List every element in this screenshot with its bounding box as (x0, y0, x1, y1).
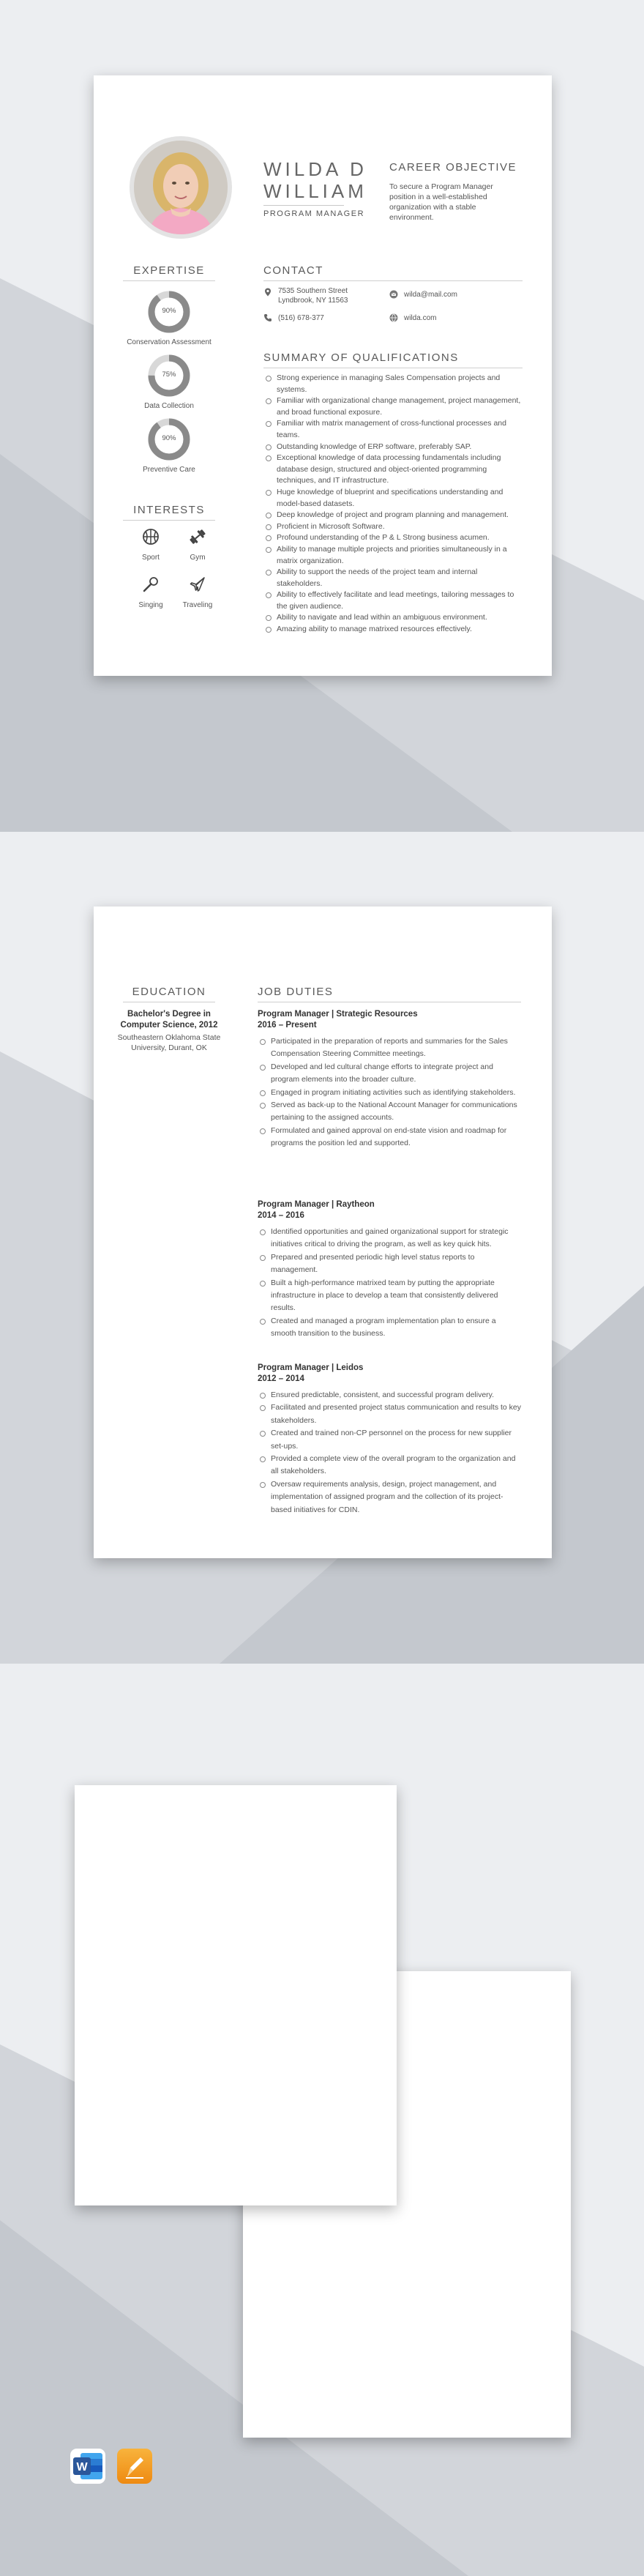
email-icon (389, 290, 398, 299)
microphone-icon (142, 576, 160, 593)
list-item: Engaged in program initiating activities such as identifying stakeholders. (258, 1087, 521, 1099)
education-degree: Bachelor's Degree in Computer Science, 2012 (120, 1010, 218, 1030)
interest-item (176, 528, 220, 562)
skill-percent: 75% (162, 371, 176, 379)
interest-item (129, 576, 173, 609)
phone-icon (263, 313, 272, 322)
skill-ring (147, 417, 191, 461)
interests-heading: INTERESTS (133, 504, 205, 516)
list-item: Provided a complete view of the overall program to the organization and all stakeholders. (258, 1453, 521, 1478)
skill-item (114, 354, 224, 410)
interest-label: Traveling (182, 601, 213, 609)
profile-photo (130, 136, 232, 239)
skill-item (114, 290, 224, 346)
list-item: Facilitated and presented project status communication and results to key stakeholders. (258, 1401, 521, 1427)
list-item: Participated in the preparation of reports and summaries for the Sales Compensation Steering Committee meetings. (258, 1035, 521, 1061)
job-entry (258, 1363, 521, 1516)
list-item: Huge knowledge of blueprint and specifications understanding and model-based datasets. (263, 487, 523, 510)
expertise-heading: EXPERTISE (133, 264, 205, 277)
duty-list (258, 1226, 521, 1341)
preview-panel-both-pages (0, 1664, 644, 2576)
job-entry (258, 1199, 521, 1341)
education-heading: EDUCATION (132, 986, 206, 998)
list-item: Created and trained non-CP personnel on the process for new supplier set-ups. (258, 1427, 521, 1453)
resume-page-two (94, 907, 552, 1558)
interest-label: Singing (138, 601, 163, 609)
skill-ring (147, 354, 191, 398)
education-school: Southeastern Oklahoma State University, Durant, OK (117, 1033, 221, 1052)
airplane-icon (189, 576, 206, 593)
contact-address: 7535 Southern Street Lyndbrook, NY 11563 (278, 287, 348, 305)
basketball-icon (142, 528, 160, 546)
list-item: Exceptional knowledge of data processing fundamentals including database design, structured and object-oriented programming techniques, and IT infrastructure. (263, 453, 523, 487)
list-item: Created and managed a program implementation plan to ensure a smooth transition to the business. (258, 1315, 521, 1341)
duty-list (258, 1389, 521, 1516)
name-line-1: WILDA D (263, 158, 367, 180)
interest-label: Sport (142, 554, 160, 562)
list-item: Oversaw requirements analysis, design, project management, and implementation of assigned program and the collection of its project-based initiatives for CDIN. (258, 1478, 521, 1516)
job-duties-heading: JOB DUTIES (258, 986, 334, 998)
list-item: Developed and led cultural change efforts to integrate project and program elements into the broader culture. (258, 1061, 521, 1087)
list-item: Ability to effectively facilitate and lead meetings, tailoring messages to the given audience. (263, 589, 523, 612)
list-item: Built a high-performance matrixed team by putting the appropriate infrastructure in place to develop a team that consistently delivered results. (258, 1277, 521, 1315)
skill-percent: 90% (162, 434, 176, 442)
career-objective-text: To secure a Program Manager position in a well-established organization with a stable environment. (389, 182, 493, 222)
preview-panel-page-two (0, 832, 644, 1664)
list-item: Profound understanding of the P & L Strong business acumen. (263, 532, 523, 544)
skill-item (114, 417, 224, 474)
summary-heading: SUMMARY OF QUALIFICATIONS (263, 351, 459, 364)
list-item: Ability to manage multiple projects and priorities simultaneously in a matrix organization. (263, 544, 523, 567)
skill-label: Conservation Assessment (127, 338, 211, 346)
list-item: Ensured predictable, consistent, and successful program delivery. (258, 1389, 521, 1401)
contact-phone: (516) 678-377 (278, 314, 324, 322)
preview-page-one-content (75, 1785, 397, 2205)
list-item: Served as back-up to the National Account Manager for communications pertaining to the assigned accounts. (258, 1099, 521, 1125)
skill-ring (147, 290, 191, 334)
list-item: Formulated and gained approval on end-state vision and roadmap for programs the position led and supported. (258, 1125, 521, 1150)
contact-email: wilda@mail.com (404, 291, 457, 299)
globe-icon (389, 313, 398, 322)
list-item: Ability to support the needs of the project team and internal stakeholders. (263, 567, 523, 589)
list-item: Familiar with matrix management of cross-functional processes and teams. (263, 418, 523, 441)
skill-label: Data Collection (144, 402, 194, 410)
contact-heading: CONTACT (263, 264, 323, 277)
interest-item (129, 528, 173, 562)
job-title: Program Manager | Raytheon (258, 1200, 375, 1209)
contact-website: wilda.com (404, 314, 437, 322)
career-objective-heading: CAREER OBJECTIVE (389, 161, 517, 174)
job-title: Program Manager | Leidos (258, 1363, 364, 1372)
job-entry (258, 1009, 521, 1150)
interest-label: Gym (190, 554, 206, 562)
skill-label: Preventive Care (143, 466, 195, 474)
list-item: Deep knowledge of project and program planning and management. (263, 510, 523, 521)
divider (263, 280, 523, 281)
word-letter: W (76, 2461, 88, 2473)
name-line-2: WILLIAM (263, 180, 367, 202)
duty-list (258, 1035, 521, 1150)
location-pin-icon (263, 288, 272, 297)
pages-icon (117, 2449, 152, 2484)
list-item: Familiar with organizational change management, project management, and broad functional exposure. (263, 395, 523, 418)
list-item: Outstanding knowledge of ERP software, preferably SAP. (263, 442, 523, 453)
resume-page-one (94, 75, 552, 676)
divider (123, 280, 215, 281)
preview-panel-page-one (0, 0, 644, 832)
qualification-list (263, 373, 523, 636)
list-item: Strong experience in managing Sales Compensation projects and systems. (263, 373, 523, 395)
candidate-name (263, 158, 367, 202)
list-item: Proficient in Microsoft Software. (263, 521, 523, 533)
job-dates: 2014 – 2016 (258, 1211, 304, 1220)
list-item: Prepared and presented periodic high level status reports to management. (258, 1251, 521, 1277)
word-icon (70, 2449, 105, 2484)
dumbbell-icon (189, 528, 206, 546)
skill-percent: 90% (162, 307, 176, 315)
job-title: Program Manager | Strategic Resources (258, 1010, 418, 1019)
divider (263, 205, 344, 206)
divider (123, 520, 215, 521)
list-item: Amazing ability to manage matrixed resources effectively. (263, 624, 523, 636)
preview-page-one (75, 1785, 397, 2205)
interest-item (176, 576, 220, 609)
list-item: Ability to navigate and lead within an ambiguous environment. (263, 612, 523, 624)
candidate-role: PROGRAM MANAGER (263, 209, 365, 218)
job-dates: 2016 – Present (258, 1021, 317, 1030)
list-item: Identified opportunities and gained organizational support for strategic initiatives critical to driving the program, as well as key quick hits. (258, 1226, 521, 1251)
job-dates: 2012 – 2014 (258, 1374, 304, 1383)
